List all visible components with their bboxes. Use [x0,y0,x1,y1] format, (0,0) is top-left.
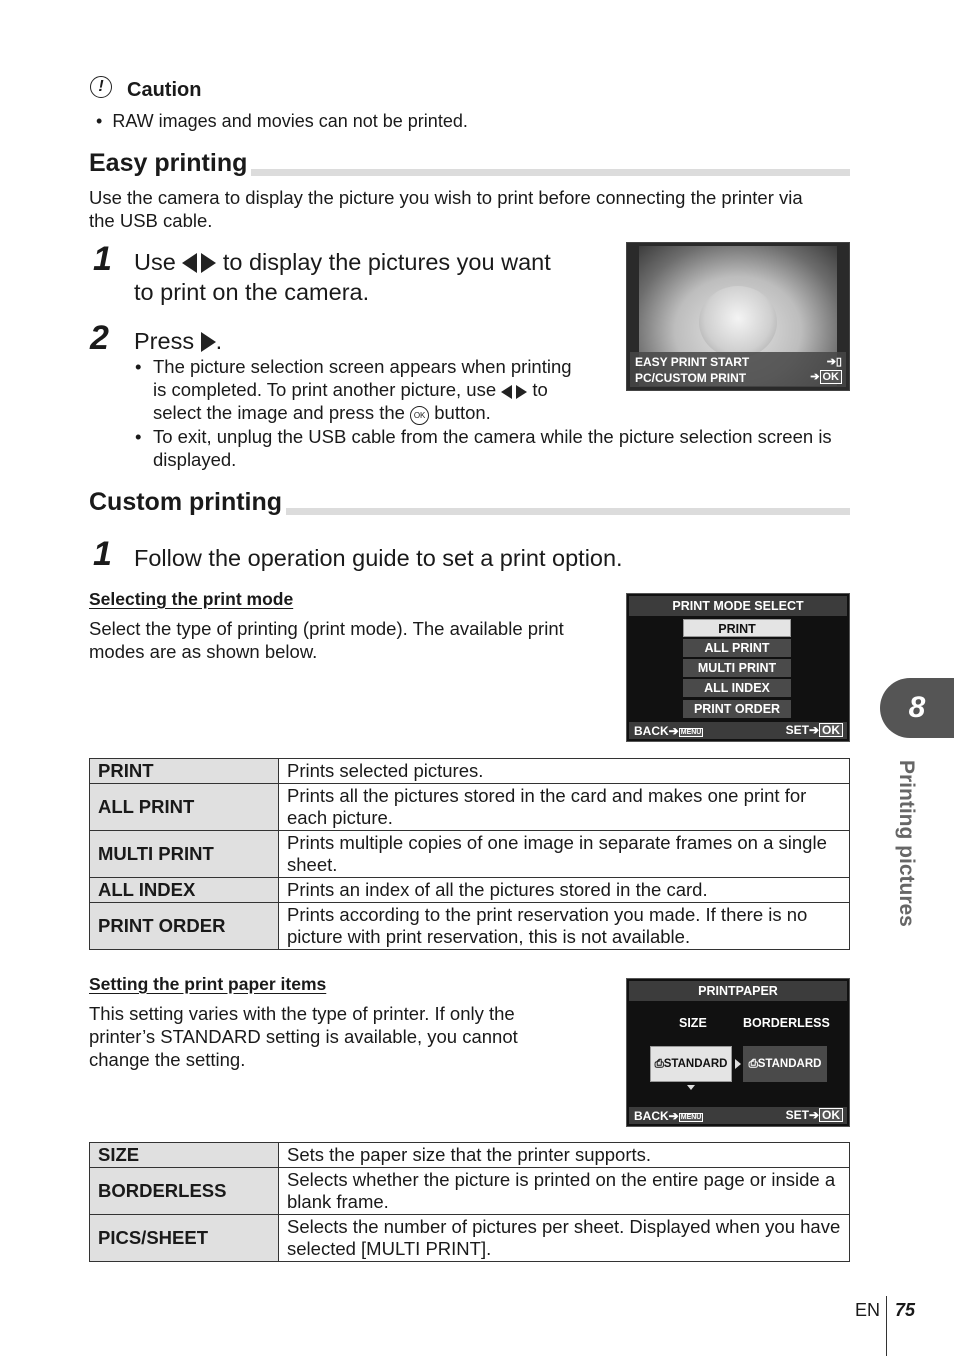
table-key: ALL INDEX [90,878,279,903]
bullet-dot: • [135,356,142,377]
camera-preview-screen [626,242,850,391]
menu-button-icon: MENU [680,729,702,736]
chapter-label-text: Printing pictures [895,760,918,927]
step2-period: . [215,328,223,354]
printer-icon: ⎙ [654,1058,664,1070]
menu-easy-print-start: EASY PRINT START [635,355,750,369]
size-value: STANDARD [663,1058,728,1070]
subhead-print-paper: Setting the print paper items [89,974,327,994]
page-number: 75 [895,1300,916,1320]
paper-body: This setting varies with the type of printer. If only the printer’s STANDARD setting is available, you cannot change the setting. [89,1003,518,1070]
custom-step1-text: Follow the operation guide to set a print option. [134,545,623,571]
table-key: SIZE [90,1143,279,1168]
arrow-right-icon [516,385,527,399]
set-label: SET➔ OK [786,1108,843,1122]
table-row [90,878,850,903]
table-key: PRINT [90,759,279,784]
bullet1-line2-post: to [532,379,548,400]
printpaper-screen [626,978,850,1127]
bullet-dot: • [135,426,142,447]
table-value: Prints all the pictures stored in the card and makes one print for each picture. [279,784,850,831]
footer-divider [886,1296,887,1356]
caution-title: Caution [127,79,202,101]
language-label: EN [855,1300,881,1320]
table-row [90,1215,850,1262]
menu-item-all-print[interactable]: ALL PRINT [683,639,791,657]
play-arrow-icon: ➔▯ [826,356,842,368]
easy-bullet-1 [135,355,613,425]
section-title-custom-printing: Custom printing [89,488,286,517]
child-face [699,286,777,358]
table-value: Prints according to the print reservation you made. If there is no picture with print reservation, this is not available. [279,903,850,950]
col-size-label: SIZE [679,1016,707,1030]
arrow-right-icon [201,332,216,352]
arrow-left-icon [501,385,512,399]
easy-step1-text [134,247,614,307]
bullet1-line3-pre: select the image and press the [153,402,405,423]
step-number: 2 [90,319,109,357]
borderless-value[interactable] [743,1046,827,1082]
table-row [90,759,850,784]
size-value-selected[interactable] [650,1046,732,1082]
chapter-tab: 8 [880,678,954,738]
caution-icon: ! [90,76,112,98]
easy-print-menu [630,352,846,387]
caution-bullet [96,110,468,133]
step1-line2-text: to print on the camera. [134,279,370,305]
step1-use-label: Use [134,249,176,275]
set-label: SET➔ OK [786,723,843,737]
bullet1-line1: The picture selection screen appears when printing [153,356,572,377]
table-row [90,784,850,831]
easy-step2-text [134,326,222,356]
table-value: Prints an index of all the pictures stored in the card. [279,878,850,903]
arrow-right-icon [735,1059,741,1069]
screen-header: PRINTPAPER [629,981,847,1001]
screen-footer [629,722,847,739]
back-label: BACK➔ MENU [634,1109,702,1123]
printer-icon: ⎙ [748,1058,758,1070]
table-value: Selects whether the picture is printed on the entire page or inside a blank frame. [279,1168,850,1215]
table-key: ALL PRINT [90,784,279,831]
arrow-down-icon [687,1085,695,1090]
ok-label: OK [820,370,843,384]
subhead-print-mode: Selecting the print mode [89,589,294,609]
arrow-right-icon [201,253,216,273]
table-value: Prints selected pictures. [279,759,850,784]
table-row [90,903,850,950]
menu-button-icon: MENU [680,1114,702,1121]
table-value: Selects the number of pictures per sheet. Displayed when you have selected [MULTI PRINT]. [279,1215,850,1262]
print-mode-select-screen [626,593,850,742]
table-value: Sets the paper size that the printer supports. [279,1143,850,1168]
print-mode-table [89,758,850,950]
chapter-label [880,760,932,940]
screen-header: PRINT MODE SELECT [629,596,847,616]
table-row [90,831,850,878]
step-number: 1 [93,240,112,278]
table-key: PRINT ORDER [90,903,279,950]
table-key: MULTI PRINT [90,831,279,878]
mode-body: Select the type of printing (print mode). The available print modes are as shown below. [89,618,564,662]
section-title-easy-printing: Easy printing [89,149,251,178]
print-paper-table [89,1142,850,1262]
bullet2-text: To exit, unplug the USB cable from the camera while the picture selection screen is displayed. [153,426,832,470]
step-number: 1 [93,535,112,573]
table-row [90,1143,850,1168]
ok-badge: ➔ OK [810,370,842,384]
menu-item-print-order[interactable]: PRINT ORDER [683,700,791,718]
back-label: BACK➔ MENU [634,724,702,738]
menu-item-all-index[interactable]: ALL INDEX [683,679,791,697]
menu-pc-custom-print: PC/CUSTOM PRINT [635,371,747,385]
menu-item-multi-print[interactable]: MULTI PRINT [683,659,791,677]
easy-bullet-2 [135,425,833,471]
ok-label: OK [819,723,843,737]
table-key: PICS/SHEET [90,1215,279,1262]
ok-button-icon: OK [410,406,429,425]
borderless-value-text: STANDARD [757,1058,822,1070]
table-value: Prints multiple copies of one image in separate frames on a single sheet. [279,831,850,878]
col-borderless-label: BORDERLESS [743,1016,830,1030]
bullet1-line3-post: button. [434,402,491,423]
arrow-left-icon [182,253,197,273]
screen-footer [629,1107,847,1124]
bullet-dot: • [96,111,103,131]
step1-post-text: to display the pictures you want [222,249,551,275]
table-row [90,1168,850,1215]
bullet1-line2-pre: is completed. To print another picture, use [153,379,497,400]
menu-item-print[interactable]: PRINT [683,619,791,637]
easy-intro: Use the camera to display the picture you wish to print before connecting the printer via the USB cable. [89,187,803,231]
step2-press-label: Press [134,328,195,354]
table-key: BORDERLESS [90,1168,279,1215]
caution-bullet-text: RAW images and movies can not be printed. [112,111,468,131]
ok-label: OK [819,1108,843,1122]
